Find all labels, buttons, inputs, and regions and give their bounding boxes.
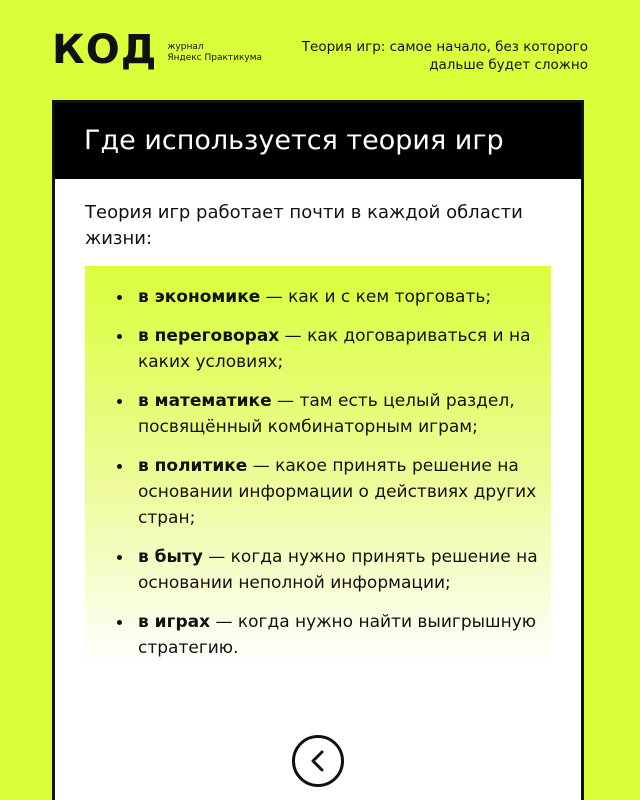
bullet-icon <box>117 295 122 300</box>
list-item-mathematics <box>85 388 551 440</box>
list-item-games <box>85 609 551 661</box>
list-item-text: — какое принять решение на основании информации о действиях других стран; <box>138 456 537 528</box>
list-item-term: в быту <box>138 547 203 567</box>
list-item-term: в играх <box>138 612 211 632</box>
bullet-icon <box>117 620 122 625</box>
bullet-icon <box>117 464 122 469</box>
list-item-text: — как и с кем торговать; <box>260 287 492 307</box>
header-caption <box>288 38 588 74</box>
brand-logo <box>52 27 263 73</box>
bullet-icon <box>117 399 122 404</box>
list-item-text: — там есть целый раздел, посвящённый комбинаторным играм; <box>138 391 515 437</box>
bullet-icon <box>117 334 122 339</box>
list-item-text: — когда нужно принять решение на основании неполной информации; <box>138 547 538 593</box>
bullet-icon <box>117 555 122 560</box>
logo-subtitle <box>167 42 262 64</box>
list-item-term: в политике <box>138 456 248 476</box>
list-item-text: — как договариваться и на каких условиях; <box>138 326 531 372</box>
card-title: Где используется теория игр <box>84 125 504 156</box>
logo-subtitle-line2: Яндекс Практикума <box>167 53 263 63</box>
list-item-term: в экономике <box>138 287 261 307</box>
logo-wordmark: КОД <box>52 27 158 73</box>
list-item-politics <box>85 453 551 531</box>
usage-list-box <box>85 266 551 666</box>
card-intro: Теория игр работает почти в каждой области жизни: <box>85 202 523 249</box>
list-item-term: в математике <box>138 391 272 411</box>
list-item-everyday-life <box>85 544 551 596</box>
list-item-negotiations <box>85 323 551 375</box>
content-card <box>52 100 584 800</box>
list-item-economics <box>85 284 551 310</box>
usage-list <box>85 284 551 674</box>
list-item-text: — когда нужно найти выигрышную стратегию. <box>138 612 537 658</box>
list-item-term: в переговорах <box>138 326 280 346</box>
header-caption-line2: дальше будет сложно <box>429 57 588 73</box>
header-caption-line1: Теория игр: самое начало, без которого <box>301 39 588 55</box>
back-button[interactable] <box>292 735 344 787</box>
logo-subtitle-line1: журнал <box>167 42 204 52</box>
card-title-bar <box>55 103 581 179</box>
chevron-left-icon <box>308 749 328 773</box>
